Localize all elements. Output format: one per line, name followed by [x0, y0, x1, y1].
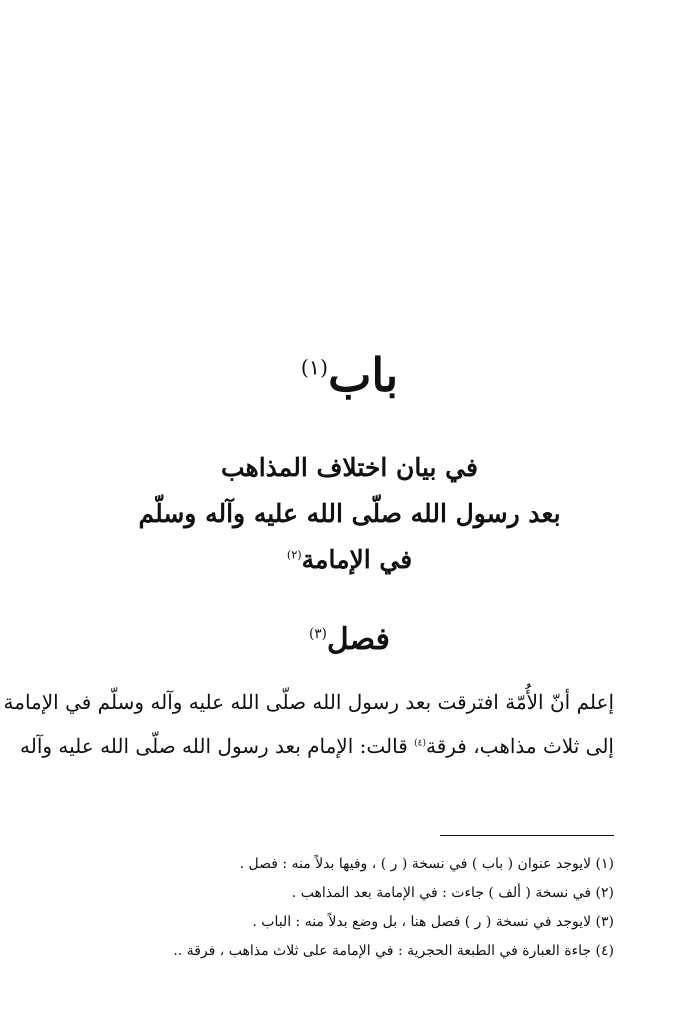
footnote-item: (٣) لايوجد في نسخة ( ر ) فصل هنا ، بل وضع بدلاً منه : الباب .	[252, 914, 614, 930]
section-title-text: فصل	[326, 622, 390, 657]
body-paragraph	[3, 680, 614, 768]
footnote-ref-2: (٢)	[286, 548, 302, 562]
chapter-subtitle	[0, 445, 699, 583]
footnote-ref-4: (٤)	[414, 738, 426, 749]
body-line-2-part-2: قالت: الإمام بعد رسول الله صلّى الله عليه وآله	[20, 734, 415, 758]
footnote-item: (٤) جاءة العبارة في الطبعة الحجرية : في الإمامة على ثلاث مذاهب ، فرقة ..	[173, 943, 614, 959]
footnote-separator	[440, 835, 614, 836]
footnote-item: (١) لايوجد عنوان ( باب ) في نسخة ( ر ) ، وفيها بدلاً منه : فصل .	[239, 856, 614, 872]
footnote-ref-3: (٣)	[309, 626, 327, 642]
subtitle-line-1: في بيان اختلاف المذاهب	[221, 453, 478, 482]
footnotes-list	[150, 850, 614, 966]
chapter-title-text: باب	[328, 348, 399, 402]
body-line-1: إعلم أنّ الأُمّة افترقت بعد رسول الله صلّى الله عليه وآله وسلّم في الإمامة	[3, 690, 614, 714]
body-line-2-part-1: إلى ثلاث مذاهب، فرقة	[425, 734, 614, 758]
chapter-title	[0, 345, 699, 405]
subtitle-line-3-text: في الإمامة	[301, 545, 413, 574]
section-title	[0, 618, 699, 662]
subtitle-line-3	[0, 537, 699, 583]
footnote-item: (٢) في نسخة ( ألف ) جاءت : في الإمامة بعد المذاهب .	[291, 885, 614, 901]
body-line-2	[20, 724, 614, 768]
subtitle-line-2: بعد رسول الله صلّى الله عليه وآله وسلّم	[138, 499, 561, 528]
footnote-ref-1: (١)	[300, 355, 329, 380]
